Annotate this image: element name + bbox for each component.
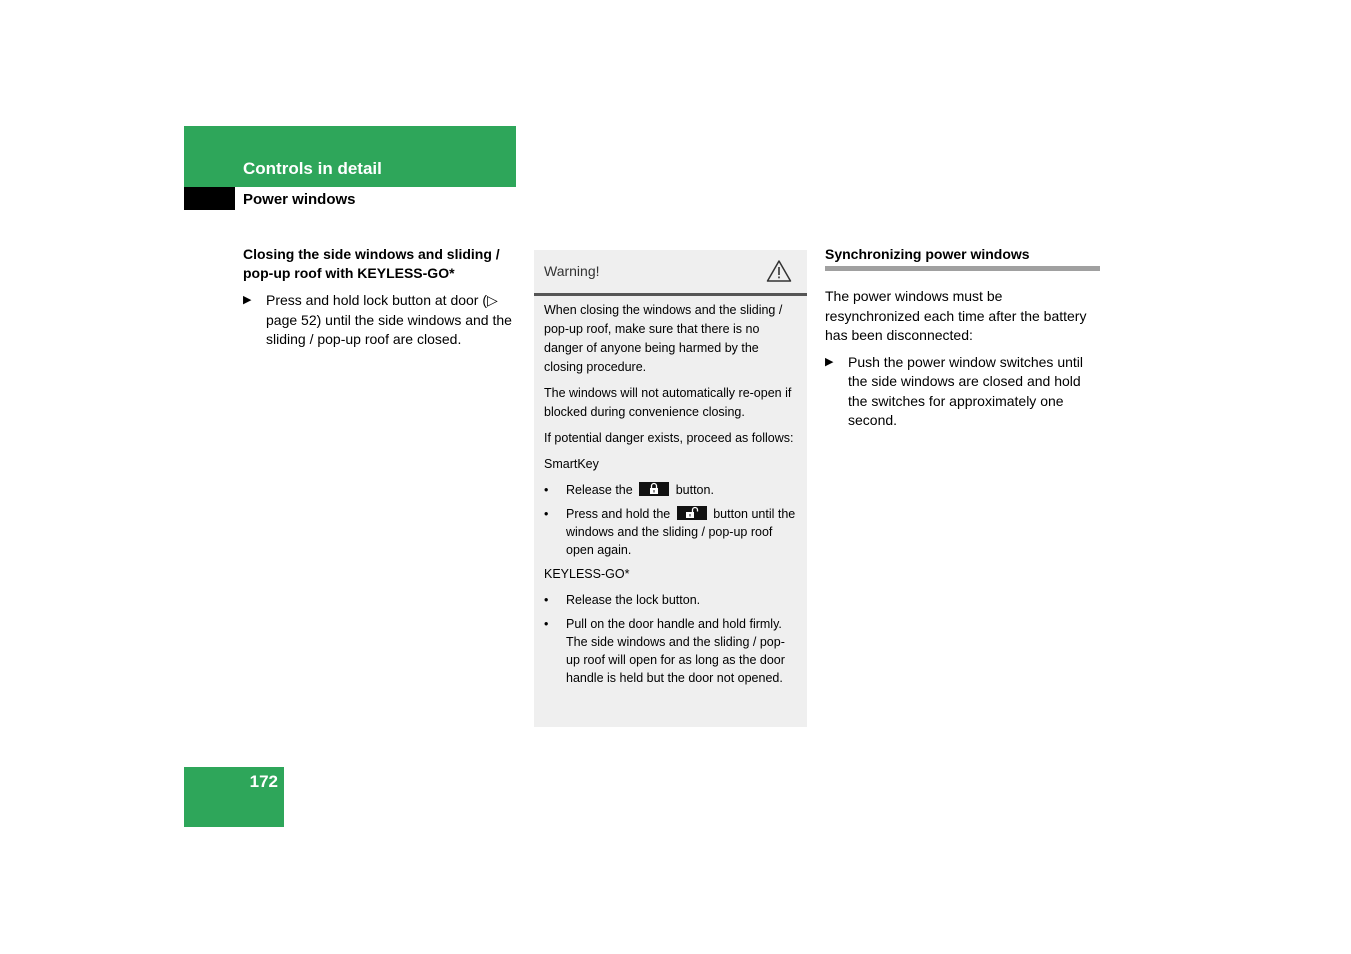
smartkey-b1-post: button. <box>675 483 714 497</box>
right-step <box>825 353 1100 431</box>
right-step-text: Push the power window switches until the side windows are closed and hold the switches for approximately one second. <box>848 353 1084 428</box>
smartkey-b2-post: button until the windows and the sliding / pop-up roof open again. <box>566 507 796 557</box>
left-column <box>243 245 518 350</box>
left-step-text: Press and hold lock button at door (▷ page 52) until the side windows and the sliding / pop-up roof are closed. <box>266 292 512 347</box>
left-step <box>243 291 518 350</box>
warning-box <box>534 250 807 727</box>
warning-triangle-icon <box>766 259 792 288</box>
keyless-bullet-2 <box>544 615 797 687</box>
right-column <box>825 245 1100 431</box>
smartkey-b2-pre: Press and hold the <box>566 507 671 521</box>
keyless-b1-text: Release the lock button. <box>566 593 701 607</box>
left-heading: Closing the side windows and sliding / pop-up roof with KEYLESS-GO* <box>243 246 500 281</box>
bullet-dot-icon: • <box>544 617 549 631</box>
warning-body <box>534 296 807 687</box>
subsection-title: Power windows <box>243 191 356 208</box>
smartkey-label: SmartKey <box>544 457 599 471</box>
smartkey-bullet-2 <box>544 505 797 559</box>
smartkey-bullet-1 <box>544 481 797 499</box>
page-number-tab <box>184 767 284 827</box>
keyless-b2-text: Pull on the door handle and hold firmly. The side windows and the sliding / pop-up roof will open for as long as the door handle is held but the door not opened. <box>566 617 785 685</box>
warning-header <box>534 250 807 296</box>
lock-open-icon <box>677 506 707 520</box>
bullet-dot-icon: • <box>544 593 549 607</box>
keyless-label: KEYLESS-GO* <box>544 567 630 581</box>
warning-para-3: If potential danger exists, proceed as follows: <box>544 431 794 445</box>
page-number: 172 <box>249 772 278 791</box>
right-triangle-bullet-icon: ▶ <box>243 294 252 306</box>
right-intro: The power windows must be resynchronized each time after the battery has been disconnected: <box>825 288 1087 343</box>
right-heading: Synchronizing power windows <box>825 245 1100 271</box>
warning-para-2: The windows will not automatically re-open if blocked during convenience closing. <box>544 386 792 419</box>
warning-title: Warning! <box>544 263 600 279</box>
bullet-dot-icon: • <box>544 483 549 497</box>
warning-para-1: When closing the windows and the sliding / pop-up roof, make sure that there is no danger of anyone being harmed by the closing procedure. <box>544 303 783 374</box>
bullet-dot-icon: • <box>544 507 549 521</box>
subsection-marker <box>184 187 235 210</box>
keyless-bullet-1 <box>544 591 797 609</box>
right-triangle-bullet-icon: ▶ <box>825 355 834 368</box>
lock-closed-icon <box>639 482 669 496</box>
section-title: Controls in detail <box>243 159 382 178</box>
smartkey-b1-pre: Release the <box>566 483 633 497</box>
